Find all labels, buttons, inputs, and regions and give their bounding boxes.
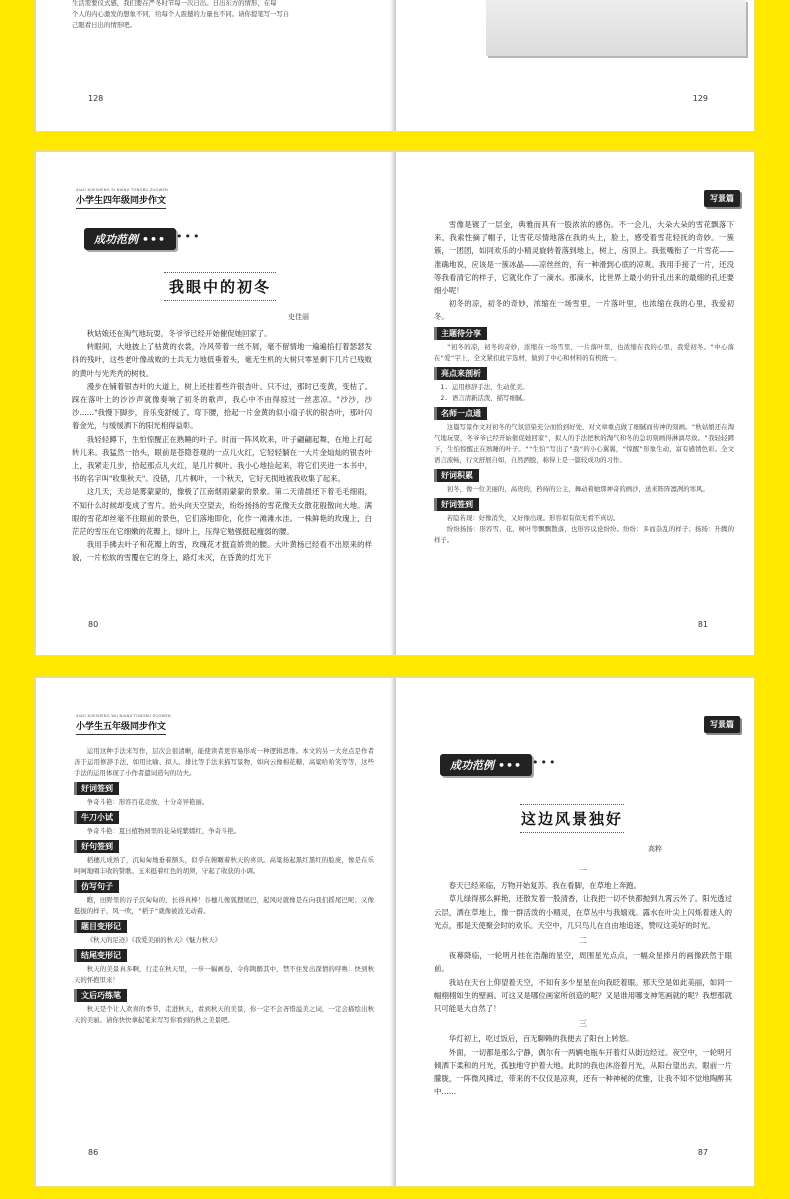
text-line: 己眼看日出的情形吧。 xyxy=(72,21,136,29)
section-label: 亮点来剖析 xyxy=(434,367,487,380)
paragraph: 草儿绿得那么鲜艳，还散发着一股清香，让我把一切不快都抛到九霄云外了。阳光透过云层，洒在草地上，像一群活泼的小精灵，在草丛中与我嬉戏。露水在叶尖上闪烁着迷人的光点，那是天使聚会时的欢乐。天空中，几只鸟儿在自由地追逐，赞叹这美好的时光。 xyxy=(434,894,732,930)
intro-text: 运用这种手法来写作，层次会很清晰，能使读者更容易形成一种逻辑思维。本文的另一大亮点是作者善于运用修辞手法，如用比喻、拟人、排比等手法来描写景物，如向云像棉花糖，高粱哈哈笑等等，这些手法的运用体现了小作者遣词造句的功夫。 xyxy=(74,747,374,777)
section-text: 瞧，田野里的谷子沉甸甸的，长得真棒！谷穗儿像狐狸尾巴，起风时就像是在向我们摇尾巴呢；又像挺拔的样子，风一吹，"稻子"就像被波光动着。 xyxy=(74,896,374,915)
success-example-banner xyxy=(440,754,532,776)
section-label: 好词积累 xyxy=(434,469,479,482)
section-label: 题目变形记 xyxy=(74,920,127,933)
commentary-body xyxy=(74,746,374,1026)
running-pinyin: XIAO XUESHENG WU NIANJI TONGBU ZUOWEN xyxy=(76,714,171,718)
paragraph: 雪像是镀了一层金，典雅而具有一股浓浓的感伤。不一会儿，大朵大朵的雪花飘落下来，我索性摘了帽子，让雪花尽情地落在我的头上，脸上，感受着雪花轻抚的奇妙。一簇簇，一团团，如同欢乐的小精灵旋转着落到地上，树上，房顶上。我张嘴衔了一片雪花——准确地说，应该是一簇冰晶——凉丝丝的，有一种滑到心底的凉爽。我用手接了一片，还没等我看清它的样子，它就化作了一滴水。那滴水，比世界上最小的针孔出来的最细的孔还要细小呢！ xyxy=(434,220,734,296)
section-text: 《秋天的足迹》《我爱美丽的秋天》《魅力秋天》 xyxy=(86,936,221,944)
part-number: 一 xyxy=(579,866,587,875)
running-title: 小学生五年级同步作文 xyxy=(76,722,167,732)
essay-body xyxy=(434,218,734,546)
page-number: 129 xyxy=(692,94,708,103)
section-label: 牛刀小试 xyxy=(74,811,119,824)
part-number: 三 xyxy=(579,1019,587,1029)
image-frame xyxy=(486,0,746,56)
page-number: 81 xyxy=(697,620,708,629)
book-spread-3 xyxy=(36,678,754,1186)
section-label: 文后巧练笔 xyxy=(74,989,127,1002)
section-label: 好句签到 xyxy=(74,840,119,853)
paragraph: 漫步在铺着银杏叶的大道上，树上还挂着些许银杏叶。只不过，那时已变黄，变枯了。踩在落叶上的沙沙声就像奏响了初冬的歌声，我心中不由得掠过一丝悲凉。"沙沙，沙沙……"我慢下脚步，音乐变舒缓了。弯下腰，拾起一片金黄的似小扇子状的银杏叶，那叶闪着金光，与缓缓洒下的阳光相得益彰。 xyxy=(72,381,372,431)
dots-decoration: ••• xyxy=(498,759,523,772)
page-129 xyxy=(396,0,754,131)
chapter-tag: 写景篇 xyxy=(704,716,740,733)
section-text: 1. 运用修辞手法，生动优美。 xyxy=(440,382,529,391)
banner-label: 成功范例 xyxy=(94,233,138,246)
section-text: 秋天是个让人欢喜的季节，走进秋天，看到秋天的美景，你一定不会吝惜溢美之词，一定会描绘出秋天的美丽。请你快快拿起笔来写写你看到的秋之美景吧。 xyxy=(74,1005,374,1024)
section-text: 2. 语言清新活泼，描写细腻。 xyxy=(440,393,529,402)
running-header xyxy=(76,714,171,735)
section-text: 初冬，像一位美丽的，高贵的，矜持的公主，舞动着她那神奇的画沙，送来阵阵凛冽的寒风。 xyxy=(446,484,709,493)
paragraph: 外面，一切都是那么宁静，偶尔有一两辆电瓶车开着灯从街边经过。夜空中，一轮明月倾洒下柔和的月光，孤独地守护着大地。此时的我也沐浴着月光，从阳台望出去，眼前一片朦胧，一阵微风拂过，带来的不仅仅是凉爽，还有一种神秘的优雅，让我不知不觉地陶醉其中…… xyxy=(434,1047,732,1097)
page-number: 128 xyxy=(88,94,104,103)
success-example-banner xyxy=(84,228,176,250)
paragraph: 转眼间，大地披上了枯黄的衣裳，冷风带着一丝不屑，毫不留情地一遍遍掐打着瑟瑟发抖的残叶，这些老叶像战败的士兵无力地低垂着头，毫无生机的大树只零星剩下几片已残败的黄叶与光秃秃的树枝。 xyxy=(72,342,372,378)
page-number: 86 xyxy=(88,1148,99,1157)
text-line: 生活需要仪式感，我们要在严冬时节每一次日出。日出东方的情形，在每 xyxy=(72,0,277,7)
section-text: 秋天的美景真多啊，行走在秋天里，一步一幅画卷，令你陶醉其中，禁不住发出深情的呼唤：快到秋天的怀抱里来！ xyxy=(74,965,374,984)
header-rule xyxy=(76,208,166,209)
annotation-sections xyxy=(434,324,734,546)
paragraph: 春天已经来临，万物开始复苏。我在看脚，在草地上奔跑。 xyxy=(448,881,641,891)
section-text: 纷纷扬扬：形容雪、花、树叶等飘飘散落，也形容议论纷纷。纷纷：多而杂乱的样子；扬扬：升腾的样子。 xyxy=(434,524,734,544)
dots-decoration: ••• xyxy=(532,756,558,769)
page-87 xyxy=(396,678,754,1186)
banner-label: 成功范例 xyxy=(450,759,494,772)
page-81 xyxy=(396,152,754,655)
section-label: 好词签到 xyxy=(74,782,119,795)
section-text: "初冬的凉，初冬的奇妙，浓缩在一场雪里，一片落叶里，也浓缩在我的心里，我爱初冬。"中心落在"爱"字上，全文紧扣此字选材，做到了中心和材料的有机统一。 xyxy=(434,342,734,362)
book-spread-1 xyxy=(36,0,754,131)
section-text: 争奇斗艳：夏日植物园里的花朵姹紫嫣红，争奇斗艳。 xyxy=(86,827,241,835)
header-rule xyxy=(76,734,166,735)
text-line: 个人的内心激发的想象不同，给每个人震撼的力量也不同。请你提笔写一写自 xyxy=(72,10,290,18)
dots-decoration: ••• xyxy=(176,230,202,243)
running-title: 小学生四年级同步作文 xyxy=(76,196,167,206)
section-text: 若隐若现：好像消失，又好像出现。形容似有似无看不真切。 xyxy=(446,513,620,522)
paragraph: 初冬的凉，初冬的奇妙，浓缩在一场雪里，一片落叶里，也浓缩在我的心里，我爱初冬。 xyxy=(434,299,734,322)
part-number: 二 xyxy=(579,936,587,946)
section-label: 仿写句子 xyxy=(74,880,119,893)
paragraph: 秋姑娘还在淘气地玩耍，冬爷爷已经开始催促她回家了。 xyxy=(86,329,272,338)
section-label: 名师一点通 xyxy=(434,407,487,420)
page-128-text xyxy=(72,0,372,31)
section-text: 这篇写景作文对初冬的气氛渲染充分而恰到好处，对文章重点做了细腻而传神的刻画。"秋姑娘还在淘气地玩耍，冬爷爷已经开始催促她回家"，拟人的手法把秋的淘气和冬的急切刻画得淋漓尽致。"我轻轻蹲下，生怕惊醒正在熟睡的叶子。""生怕"写出了"我"的小心翼翼，"惊醒"形象生动，富有感情色彩。全文语言流畅，行文舒展自如，自然洒脱，称得上是一篇较成功的习作。 xyxy=(434,422,734,464)
page-86 xyxy=(36,678,394,1186)
page-128 xyxy=(36,0,394,131)
essay-title: 这边风景独好 xyxy=(520,804,624,833)
page-80 xyxy=(36,152,394,655)
paragraph: 我站在天台上仰望着天空，不知有多少星星在向我眨着眼。那天空是如此美丽，如同一幅栩栩如生的壁画。可这又是哪位画家所创造的呢？又是谁用哪支神笔画就的呢？我想那就只可能是大自然了！ xyxy=(434,977,732,1014)
section-label: 主题待分享 xyxy=(434,327,487,340)
essay-body xyxy=(434,862,732,1098)
running-pinyin: XIAO XUESHENG SI NIANJI TONGBU ZUOWEN xyxy=(76,188,169,192)
section-label: 好词签到 xyxy=(434,498,479,511)
chapter-tag: 写景篇 xyxy=(704,190,740,207)
paragraph: 我轻轻蹲下，生怕惊醒正在熟睡的叶子。时而一阵风吹来，叶子翩翩起舞，在地上打起转儿来。我猛然一抬头，眼前是苍隐苍观的一点儿火红，它轻轻躺在一大片金灿灿的银杏叶上，我紧走几步，拾起那点儿火红，是几片枫叶。我小心地捡起来，将它们夹进一本书中，书的名字叫"收集秋天"。没错，几片枫叶，一个秋天，它好无损地被我收集了起来。 xyxy=(72,434,372,484)
essay-title: 我眼中的初冬 xyxy=(164,272,276,301)
paragraph: 这几天，天总是雾蒙蒙的，像极了江南烟雨蒙蒙的景象。第二天清晨还下着毛毛细雨，不知什么时候却变成了雪片。抬头向天空望去，纷纷扬扬的雪花像天女散花般散向大地。满眼的雪花却丝毫不住眼前的景色，它们落地即化，化作一滩滩水洼。一株鲜艳的玫瑰上，白茫茫的雪压在它细嫩的花瓣上，绿叶上，压得它勉强挺起瘦弱的腰。 xyxy=(72,487,372,537)
book-spread-2 xyxy=(36,152,754,655)
section-label: 结尾变形记 xyxy=(74,949,127,962)
essay-body xyxy=(72,327,372,565)
paragraph: 华灯初上，吃过饭后，百无聊赖的我便去了阳台上转悠。 xyxy=(448,1034,634,1044)
page-number: 80 xyxy=(88,620,99,629)
paragraph: 夜幕降临，一轮明月挂在浩瀚的星空，周围星光点点，一幅众星捧月的画像跃然于眼前。 xyxy=(434,951,732,974)
page-number: 87 xyxy=(697,1148,708,1157)
dots-decoration: ••• xyxy=(142,233,167,246)
running-header xyxy=(76,188,168,209)
author-name: 史佳丽 xyxy=(288,313,309,321)
author-name: 高粹 xyxy=(648,845,662,853)
section-text: 争奇斗艳：形容百花竞放，十分奇异艳丽。 xyxy=(86,798,209,806)
paragraph: 我用手拂去叶子和花瓣上的雪，玫瑰花才挺直娇贵的腰。大叶黄杨已经看不出原来的样貌，一片松软的雪覆在它的身上，路灯未灭，在昏黄的灯光下 xyxy=(72,540,372,563)
section-text: 稻穗儿成熟了，沉甸甸地垂着额头，似乎在俯瞰着秋天的喜讯。高粱扬起黑红黑红的脸庞，像是在乐呵呵地唱丰收的赞歌。玉米挺着红色的胡须，守起了收获的小调。 xyxy=(74,856,374,875)
